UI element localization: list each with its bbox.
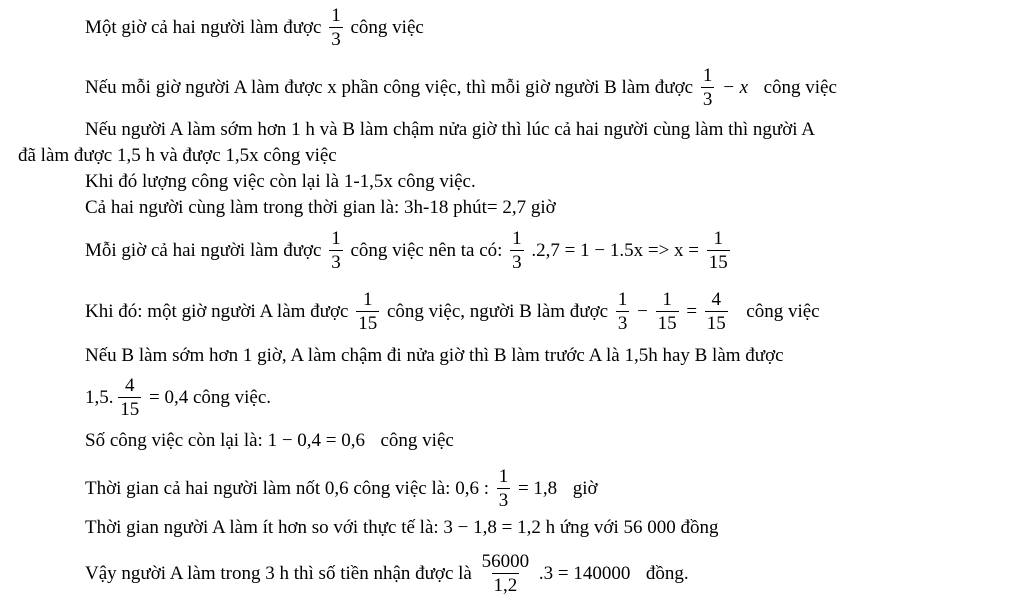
fraction-denominator: 3 <box>702 89 713 110</box>
line-7-text: Mỗi giờ cả hai người làm được <box>85 239 322 261</box>
text-line-14 <box>85 551 689 596</box>
fraction <box>705 289 728 334</box>
math-expression: 1 − 0,4 = 0,6 <box>267 430 365 451</box>
fraction-numerator: 1 <box>702 65 713 86</box>
fraction-denominator: 3 <box>617 313 628 334</box>
math-expression: 0,6 : <box>455 477 489 499</box>
text-line-6 <box>85 197 556 219</box>
line-9-text: Nếu B làm sớm hơn 1 giờ, A làm chậm đi nửa giờ thì B làm trước A là 1,5h hay B làm được <box>85 345 784 366</box>
text-line-9 <box>85 345 784 367</box>
equals-operator: = <box>686 300 698 322</box>
line-13-text-end: h ứng với 56 000 đồng <box>545 517 719 538</box>
math-expression: .3 = 140000 <box>538 562 631 584</box>
fraction <box>701 65 715 110</box>
line-7-text-mid: công việc nên ta có: <box>350 239 503 261</box>
fraction-denominator: 15 <box>706 313 726 334</box>
line-12-text: Thời gian cả hai người làm nốt 0,6 công việc là: <box>85 477 451 499</box>
fraction-numerator: 4 <box>711 289 722 310</box>
line-3-text: Nếu người A làm sớm hơn 1 h và B làm chậm nửa giờ thì lúc cả hai người cùng làm thì người A <box>85 119 815 140</box>
text-line-1 <box>85 5 424 50</box>
fraction <box>656 289 679 334</box>
fraction-numerator: 1 <box>362 289 373 310</box>
math-expression-2: = 1,8 <box>517 477 558 499</box>
line-4-text: đã làm được 1,5 h và được 1,5x công việc <box>18 145 337 166</box>
fraction-numerator: 1 <box>512 228 522 249</box>
math-expression: .2,7 = 1 − 1.5x => x = <box>531 239 699 261</box>
text-line-12 <box>85 466 598 511</box>
fraction <box>356 289 379 334</box>
fraction-denominator: 1,2 <box>493 575 518 596</box>
fraction-numerator: 1 <box>331 5 341 26</box>
fraction-numerator: 4 <box>125 375 135 396</box>
fraction-denominator: 15 <box>657 313 677 334</box>
fraction-numerator: 1 <box>713 228 723 249</box>
fraction-numerator: 1 <box>662 289 672 310</box>
fraction <box>480 551 532 596</box>
fraction-denominator: 15 <box>358 313 378 334</box>
text-line-7 <box>85 228 733 273</box>
line-8-text-mid: công việc, người B làm được <box>386 300 609 322</box>
text-line-13 <box>85 517 718 539</box>
fraction-numerator: 1 <box>498 466 509 487</box>
fraction-denominator: 3 <box>498 490 509 511</box>
text-line-4 <box>18 145 337 167</box>
text-line-11 <box>85 430 454 452</box>
line-2-text: Nếu mỗi giờ người A làm được x phần công việc, thì mỗi giờ người B làm được <box>85 76 694 98</box>
text-line-10 <box>85 375 271 420</box>
text-line-5 <box>85 171 476 193</box>
fraction-denominator: 15 <box>708 252 728 273</box>
fraction-numerator: 56000 <box>481 551 530 572</box>
line-13-text: Thời gian người A làm ít hơn so với thực tế là: <box>85 517 439 538</box>
fraction <box>707 228 730 273</box>
text-line-3 <box>85 119 815 141</box>
line-8-text-end: công việc <box>746 300 820 322</box>
math-expression: 3 − 1,8 = 1,2 <box>443 517 541 538</box>
line-14-text: Vậy người A làm trong 3 h thì số tiền nhận được là <box>85 562 472 584</box>
fraction-denominator: 3 <box>331 252 341 273</box>
line-10-text-end: công việc. <box>192 386 272 408</box>
fraction-numerator: 1 <box>331 228 341 249</box>
fraction <box>497 466 511 511</box>
fraction <box>510 228 524 273</box>
text-line-2 <box>85 65 837 110</box>
line-12-text-end: giờ <box>572 477 598 499</box>
line-10-text: 1,5. <box>85 386 114 408</box>
fraction <box>329 228 343 273</box>
minus-operator: − <box>637 300 648 322</box>
text-line-8 <box>85 289 820 334</box>
math-expression: − x <box>722 76 749 98</box>
fraction <box>118 375 141 420</box>
fraction-denominator: 3 <box>512 252 522 273</box>
line-11-text: Số công việc còn lại là: <box>85 430 263 451</box>
fraction-denominator: 15 <box>120 399 140 420</box>
line-8-text: Khi đó: một giờ người A làm được <box>85 300 349 322</box>
line-1-text-end: công việc <box>350 16 424 38</box>
line-11-text-end: công việc <box>380 430 454 451</box>
line-1-text: Một giờ cả hai người làm được <box>85 16 322 38</box>
line-2-text-end: công việc <box>763 76 837 98</box>
math-expression: = 0,4 <box>149 386 189 408</box>
line-5-text: Khi đó lượng công việc còn lại là 1-1,5x công việc. <box>85 171 476 192</box>
line-14-text-end: đồng. <box>645 562 689 584</box>
fraction-denominator: 3 <box>331 29 341 50</box>
fraction <box>616 289 630 334</box>
line-6-text: Cả hai người cùng làm trong thời gian là: 3h-18 phút= 2,7 giờ <box>85 197 556 218</box>
fraction-numerator: 1 <box>617 289 628 310</box>
fraction <box>329 5 343 50</box>
